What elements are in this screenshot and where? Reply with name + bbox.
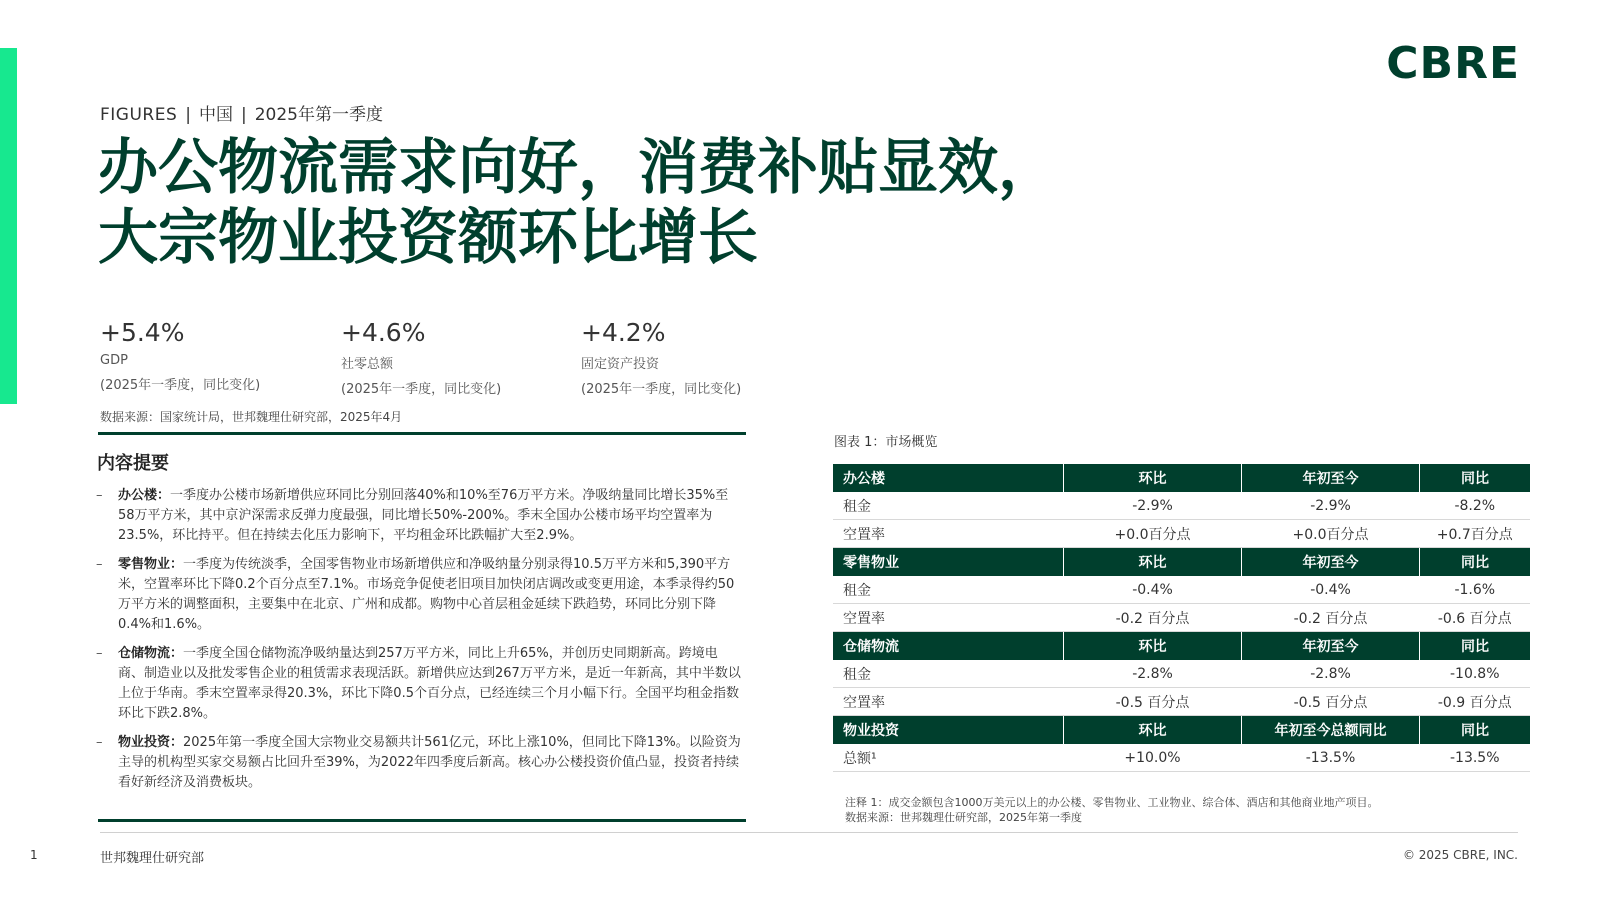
header-cell: 同比: [1420, 716, 1531, 745]
page-title-line-2: 大宗物业投资额环比增长: [98, 203, 758, 273]
table-cell: -2.9%: [1064, 492, 1242, 520]
header-cell: 办公楼: [833, 464, 1064, 492]
series-figures: FIGURES: [100, 105, 178, 125]
stat-sub: (2025年一季度，同比变化): [581, 382, 742, 397]
stat-label: 社零总额: [341, 357, 394, 372]
bullet-title: 仓储物流：: [118, 646, 184, 661]
cbre-logo: CBRE: [1386, 38, 1520, 89]
table-row: [833, 660, 1530, 688]
header-cell: 环比: [1064, 632, 1242, 661]
table-cell: -0.6 百分点: [1420, 604, 1531, 632]
footer-copyright: © 2025 CBRE, INC.: [1402, 848, 1518, 862]
stat-fixed-asset-investment: [581, 318, 741, 397]
bullet-text: 2025年第一季度全国大宗物业交易额共计561亿元，环比上涨10%，但同比下降13%。以险资为主导的机构型买家交易额占比回升至39%，为2022年四季度后新高。核心办公楼投资价值凸显，投资者持续看好新经济及消费板块。: [118, 735, 741, 790]
table-section-header-retail: [833, 548, 1530, 577]
stat-retail-sales: [341, 318, 501, 397]
table-cell: +0.7百分点: [1420, 520, 1531, 548]
summary-item-investment: [96, 733, 742, 793]
table-section-header-investment: [833, 716, 1530, 745]
table-cell: -0.5 百分点: [1242, 688, 1420, 716]
table-cell: 空置率: [833, 604, 1064, 632]
summary-bottom-rule: [98, 819, 746, 822]
header-cell: 年初至今: [1242, 464, 1420, 492]
table-cell: 空置率: [833, 688, 1064, 716]
bullet-dash: –: [96, 557, 103, 572]
series-separator: |: [185, 105, 191, 125]
stat-value: +4.2%: [581, 318, 666, 347]
summary-item-logistics: [96, 644, 742, 724]
table-cell: -10.8%: [1420, 660, 1531, 688]
stat-sub: (2025年一季度，同比变化): [100, 378, 261, 393]
table-cell: 租金: [833, 660, 1064, 688]
summary-item-office: [96, 486, 742, 546]
table-cell: -0.2 百分点: [1064, 604, 1242, 632]
table-cell: -13.5%: [1420, 744, 1531, 772]
table-cell: -0.4%: [1064, 576, 1242, 604]
summary-top-rule: [98, 432, 746, 435]
footer-department: 世邦魏理仕研究部: [100, 851, 205, 866]
table-cell: 总额¹: [833, 744, 1064, 772]
table-row: [833, 520, 1530, 548]
table-cell: -2.8%: [1064, 660, 1242, 688]
table-row: [833, 604, 1530, 632]
page-number: 1: [30, 848, 38, 862]
header-cell: 年初至今: [1242, 548, 1420, 577]
table-source: 数据来源：世邦魏理仕研究部，2025年第一季度: [845, 811, 1082, 824]
header-cell: 物业投资: [833, 716, 1064, 745]
series-separator-2: |: [241, 105, 247, 125]
bullet-dash: –: [96, 488, 103, 503]
table-cell: -8.2%: [1420, 492, 1531, 520]
summary-item-retail: [96, 555, 742, 635]
table-cell: -0.5 百分点: [1064, 688, 1242, 716]
header-cell: 同比: [1420, 464, 1531, 492]
table-section-header-office: [833, 464, 1530, 492]
table-cell: -1.6%: [1420, 576, 1531, 604]
stat-label: 固定资产投资: [581, 357, 660, 372]
stats-source: 数据来源：国家统计局，世邦魏理仕研究部，2025年4月: [100, 410, 403, 424]
footer-divider: [100, 832, 1518, 833]
table-cell: 空置率: [833, 520, 1064, 548]
bullet-dash: –: [96, 646, 103, 661]
bullet-dash: –: [96, 735, 103, 750]
series-region: 中国: [199, 105, 233, 125]
header-cell: 环比: [1064, 464, 1242, 492]
table-cell: -2.8%: [1242, 660, 1420, 688]
header-cell: 仓储物流: [833, 632, 1064, 661]
stat-value: +4.6%: [341, 318, 426, 347]
header-cell: 环比: [1064, 548, 1242, 577]
accent-bar: [0, 48, 17, 404]
summary-list: [96, 486, 742, 802]
table-cell: 租金: [833, 576, 1064, 604]
table-cell: +0.0百分点: [1242, 520, 1420, 548]
table-footnote: 注释 1：成交金额包含1000万美元以上的办公楼、零售物业、工业物业、综合体、酒店和其他商业地产项目。: [845, 796, 1379, 809]
table-cell: -0.9 百分点: [1420, 688, 1531, 716]
header-cell: 年初至今: [1242, 632, 1420, 661]
table-cell: +0.0百分点: [1064, 520, 1242, 548]
table-cell: -0.4%: [1242, 576, 1420, 604]
stat-gdp: [100, 318, 260, 393]
stat-label: GDP: [100, 353, 128, 368]
bullet-title: 零售物业：: [118, 557, 184, 572]
page-title-line-1: 办公物流需求向好，消费补贴显效，: [98, 133, 1058, 203]
table-row: [833, 576, 1530, 604]
bullet-text: 一季度全国仓储物流净吸纳量达到257万平方米，同比上升65%，并创历史同期新高。跨境电商、制造业以及批发零售企业的租赁需求表现活跃。新增供应达到267万平方米，是近一年新高，其中半数以上位于华南。季末空置率录得20.3%，环比下降0.5个百分点，已经连续三个月小幅下行。全国平均租金指数环比下跌2.8%。: [118, 646, 741, 721]
bullet-text: 一季度为传统淡季，全国零售物业市场新增供应和净吸纳量分别录得10.5万平方米和5,390平方米，空置率环比下降0.2个百分点至7.1%。市场竞争促使老旧项目加快闭店调改或变更用途，本季录得约50万平方米的调整面积，主要集中在北京、广州和成都。购物中心首层租金延续下跌趋势，环同比分别下降0.4%和1.6%。: [118, 557, 735, 632]
stat-sub: (2025年一季度，同比变化): [341, 382, 502, 397]
header-cell: 年初至今总额同比: [1242, 716, 1420, 745]
bullet-title: 办公楼：: [118, 488, 171, 503]
table-row: [833, 688, 1530, 716]
summary-title: 内容提要: [97, 453, 169, 474]
table-cell: -0.2 百分点: [1242, 604, 1420, 632]
market-overview-table: [833, 464, 1530, 772]
bullet-title: 物业投资：: [118, 735, 184, 750]
stat-value: +5.4%: [100, 318, 185, 347]
table-caption: 图表 1：市场概览: [834, 435, 938, 450]
header-cell: 同比: [1420, 632, 1531, 661]
header-cell: 同比: [1420, 548, 1531, 577]
table-cell: 租金: [833, 492, 1064, 520]
table-row: [833, 492, 1530, 520]
bullet-text: 一季度办公楼市场新增供应环同比分别回落40%和10%至76万平方米。净吸纳量同比增长35%至58万平方米，其中京沪深需求反弹力度最强，同比增长50%-200%。季末全国办公楼市场平均空置率为23.5%，环比持平。但在持续去化压力影响下，平均租金环比跌幅扩大至2.9%。: [118, 488, 729, 543]
table-section-header-logistics: [833, 632, 1530, 661]
header-cell: 环比: [1064, 716, 1242, 745]
table-cell: +10.0%: [1064, 744, 1242, 772]
header-cell: 零售物业: [833, 548, 1064, 577]
series-period: 2025年第一季度: [254, 105, 383, 125]
page-title: [98, 133, 1058, 273]
table-cell: -2.9%: [1242, 492, 1420, 520]
table-row: [833, 744, 1530, 772]
table-cell: -13.5%: [1242, 744, 1420, 772]
series-line: [100, 100, 383, 125]
